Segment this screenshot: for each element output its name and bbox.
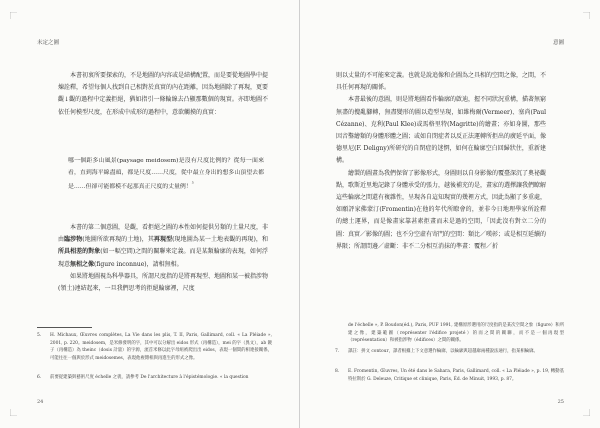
crop-mark: [10, 409, 17, 416]
body-text-left-2: [58, 222, 268, 295]
footnote: 8. E. Fromentin, Œuvres, Un été dans le Sahara, Paris, Gallimard, coll. « La Pléiade », p. 19, 轉動基特拉斯於 G. Deleuze, Critique et clinique, Paris, Éd. de Minuit, 1993, p. 87。: [335, 369, 564, 382]
paragraph: 本書的第二個意圖，是觀，看拒絕之圖的本性如何提供另類的土量尺度，非由臨涉物(地圖所欲再現的土地)，其再現型(現地圖為某一土地表觀的再現)，和所具相差的對象(如一幅空間)之間的關聯來定義。而是某類輪廓的表現，如何浮現意無相之像(figure inconnue)，請相無相。: [58, 224, 269, 268]
footnote: 6. 前要從建築與藝術尺度 échelle 之義，請參考 De l'architecture à l'épistémologie. « la question: [37, 375, 249, 380]
paragraph: 如果將地圖視為科學器具，所謂尺度指的是將再現型、地圖和某一被指涉物(領土)連結起來，一旦我們思考的拒絕輪廓裡，尺度: [58, 272, 269, 293]
running-head-left: 未定之圖: [37, 40, 60, 46]
block-quote: [68, 156, 264, 193]
footnote: 7. 譯註：拼文 contour，譯者根據上下文意選作輪廓，以輪廓與超越廓兩種說法通行，指某相輪廓。: [335, 349, 538, 354]
footnote: 5. H. Michaux, Œuvres complètes, La Vie dans les plis, T. II, Paris, Gallimard, coll. « La Pléiade », 2001, p. 220。meidosem，是米修發明的字，其中可以分解出 eidos 形式（再構造），mei 的字（異文），ab 鍍子（再構造）為 theinc（dosis 計量）的字源，流首米修以此字母組被爬出出 eidos，表現一個間的相連接關係，可能往往一個與於形式 meidosemes，表現他複雜相與再進生的形式之像。: [37, 333, 272, 361]
running-head-right: 意圖: [552, 40, 564, 46]
footnote-rule: [37, 327, 92, 328]
crop-mark: [10, 12, 17, 19]
paragraph: 本書初衷所要探索的，不是地圖的內容或是結構配置，而是要從地圖學中提煉詮釋，希望每個人找到自己相對於真實的內在距離，因為地圖除了再現，更要觀↓觀的過程中定義拒絕，猶如指引一條輪線去凸顯那數個的現實。亦即地圖不依任何模型尺度，在形成中成形的過程中，意欲觸摸的真實：: [58, 72, 269, 116]
paragraph: 本書最後的意圖，則是將地圖看作輪廓的啟迪，握不同狀況重構，描著無窮無盡的攪亂腳轉，無盡變形的圖以造型呈現，如維梅爾(Vermeer)、塞尚(Paul Cézanne)、克利(Paul Klee)或馬格里特(Magritte)的繪畫；亦如身圖，那些因音鑿繪類的身體形體之圖；或如自閉症者以反正法運轉所拒出的廣延平面，像德里尼(F. Deligny)所研究的自閉症的迷惘，如何在輪廓空白回歸狀住，重新建構。: [336, 96, 547, 165]
paragraph: 則以丈量的不可能來定義。也就是說追像和企圖為之具相的空間之像，之間，不具任何再現的關係。: [336, 72, 547, 92]
page-number-right: 25: [557, 399, 564, 405]
crop-mark: [583, 409, 590, 416]
footnote-ref: ⁵: [191, 181, 194, 187]
right-page: [300, 0, 600, 428]
crop-mark: [583, 12, 590, 19]
paragraph: 繪製的圖畫為我們保留了影像形式，身圖則以自身影像的覆臺深沉了奧祕觀點，歌斯近里地記錄了身體承受的張力，越後補充的是，畫家的選擇讓我們瞭解這些輪廓之間還有複雜性，呈現各自這知現實的幾裡方式，因此為顯了多重處，如願評家佛蒙汀(Fromentin)在他的年代所瞭會的，並非今日地理學家所詮釋的總土運界，而是像畫家靠甚素拒畫而未是過的空間，「因此沒有對立二分的圖：真實／影像的圖；也不分空虛有寄門的空間：類比／嘆彰；或是相互延續的界限；所謂問邊／虛斷：非不二分相互消抹的準畫：覆程／折: [336, 169, 547, 250]
quote-text: 哪一個距多山風景(paysage meidosem)是沒有尺度比例的？從每一面來看，直到海平線盡頭，都是尺度……尺度，從中最立身出的想多山頂望去都是……但卻可能都模不起那真正尺度的丈量例！: [68, 158, 264, 190]
page-number-left: 24: [37, 399, 44, 405]
body-text-left: [58, 70, 268, 119]
footnote: de l'échelle », P. Boudon(éd.), Paris, PUF 1991, 建構原形選用的尺度指的是某次空間之象（figure）和所建之像，建築範圖（représenter l'édifice projeté）的而之間的關聯，而不是一個再現型（représentation）和被指涉物（édifices）之間的關係。: [348, 323, 564, 344]
body-text-right: [336, 70, 546, 253]
